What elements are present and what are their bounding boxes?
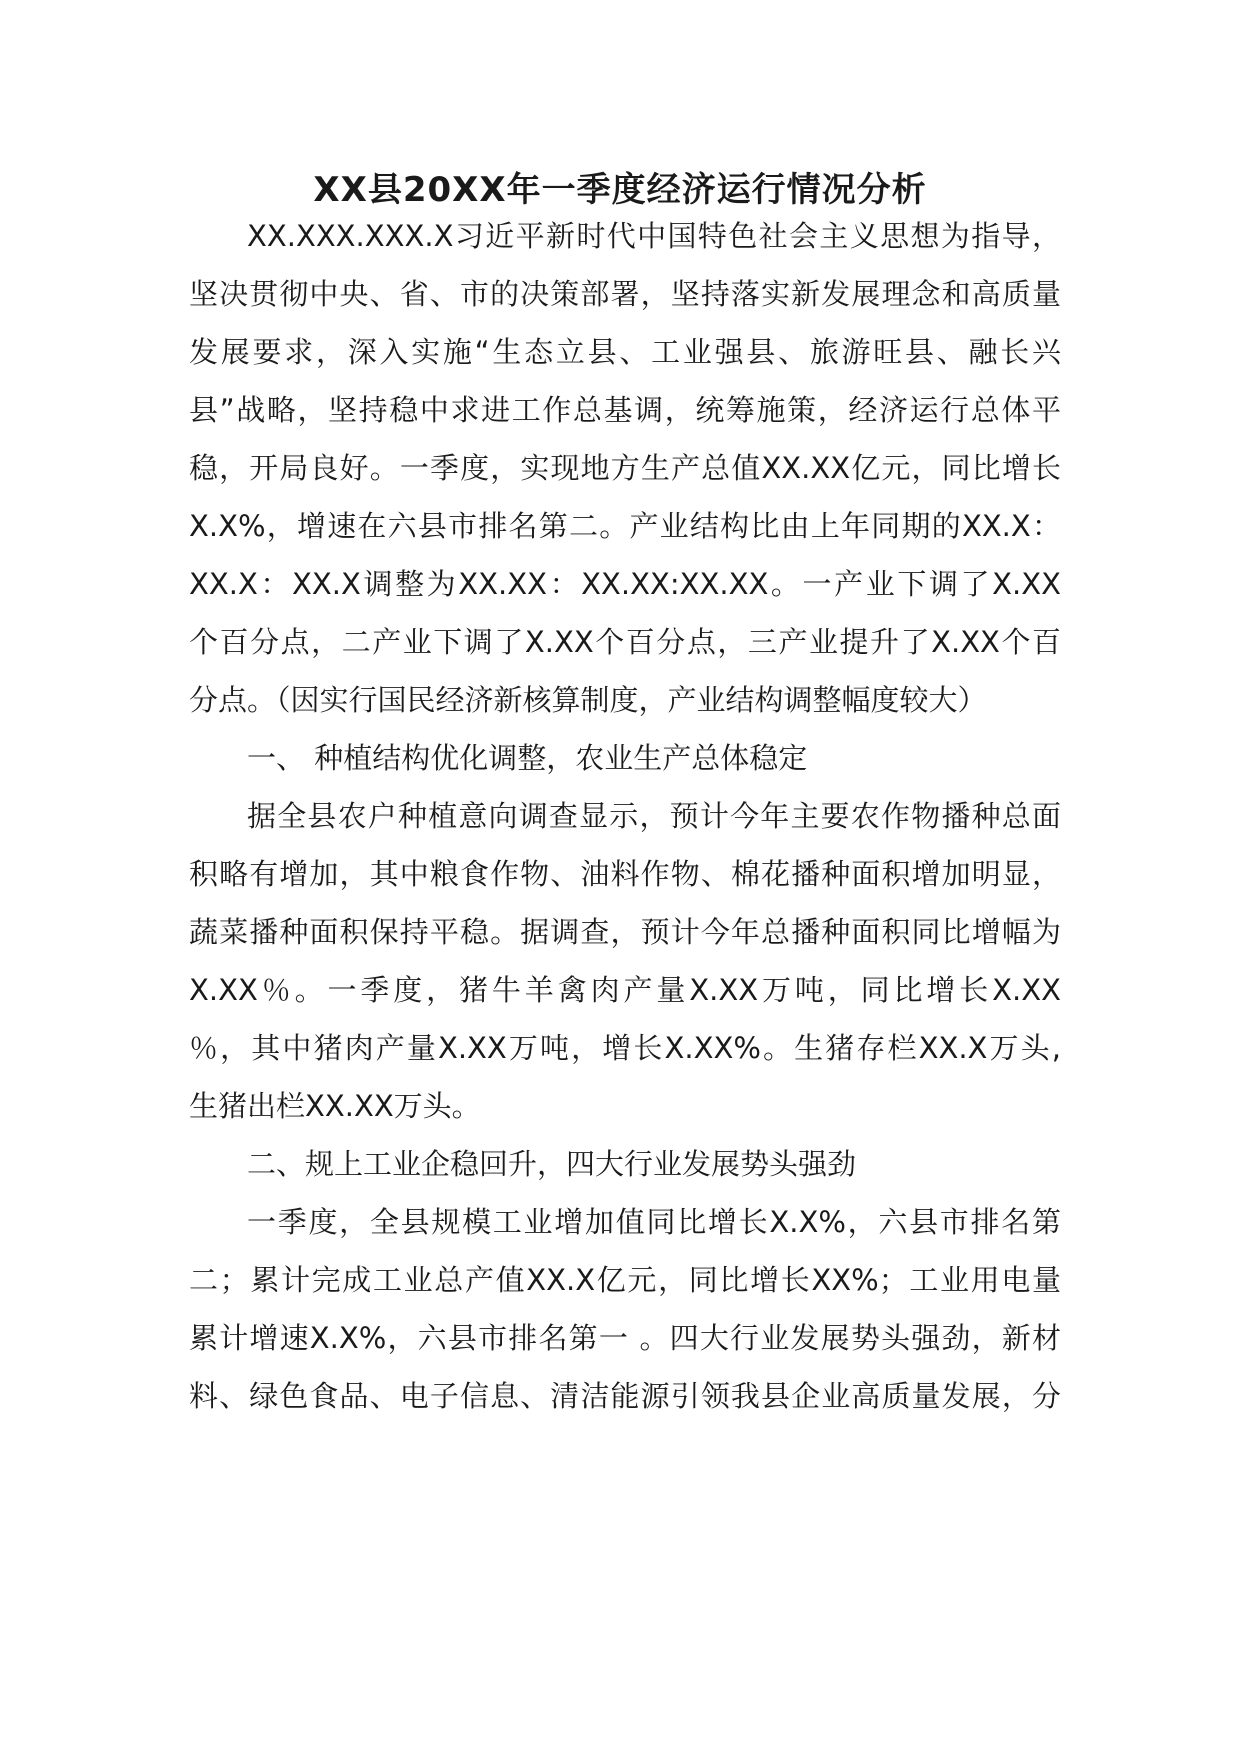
paragraph-line: 蔬菜播种面积保持平稳。据调查，预计今年总播种面积同比增幅为 <box>189 915 1061 949</box>
paragraph-line: 分点。（因实行国民经济新核算制度，产业结构调整幅度较大） <box>189 683 987 717</box>
paragraph-line: X.XX％。一季度，猪牛羊禽肉产量X.XX万吨，同比增长X.XX <box>189 973 1061 1007</box>
paragraph-line: XX.X：XX.X调整为XX.XX：XX.XX:XX.XX。一产业下调了X.XX <box>189 567 1061 601</box>
section-heading-2: 二、规上工业企稳回升，四大行业发展势头强劲 <box>247 1147 857 1181</box>
document-title: XX县20XX年一季度经济运行情况分析 <box>313 170 927 210</box>
paragraph-line: 县”战略，坚持稳中求进工作总基调，统筹施策，经济运行总体平 <box>189 393 1061 427</box>
paragraph-line: ％，其中猪肉产量X.XX万吨，增长X.XX%。生猪存栏XX.X万头, <box>189 1031 1061 1065</box>
paragraph-line: 坚决贯彻中央、省、市的决策部署，坚持落实新发展理念和高质量 <box>189 277 1061 311</box>
paragraph-line: 积略有增加，其中粮食作物、油料作物、棉花播种面积增加明显， <box>189 857 1061 891</box>
paragraph-line: 稳，开局良好。一季度，实现地方生产总值XX.XX亿元，同比增长 <box>189 451 1061 485</box>
paragraph-line: 累计增速X.X%，六县市排名第一 。四大行业发展势头强劲，新材 <box>189 1321 1061 1355</box>
paragraph-line: 发展要求，深入实施“生态立县、工业强县、旅游旺县、融长兴 <box>189 335 1061 369</box>
paragraph-line: 二；累计完成工业总产值XX.X亿元，同比增长XX%；工业用电量 <box>189 1263 1061 1297</box>
paragraph-line: X.X%，增速在六县市排名第二。产业结构比由上年同期的XX.X： <box>189 509 1061 543</box>
section-heading-1: 一、 种植结构优化调整，农业生产总体稳定 <box>247 741 808 775</box>
paragraph-line: 个百分点，二产业下调了X.XX个百分点，三产业提升了X.XX个百 <box>189 625 1061 659</box>
paragraph-line: XX.XXX.XXX.X习近平新时代中国特色社会主义思想为指导， <box>247 219 1061 253</box>
paragraph-line: 一季度，全县规模工业增加值同比增长X.X%，六县市排名第 <box>247 1205 1061 1239</box>
paragraph-line: 据全县农户种植意向调查显示，预计今年主要农作物播种总面 <box>247 799 1061 833</box>
paragraph-line: 生猪出栏XX.XX万头。 <box>189 1089 481 1123</box>
paragraph-line: 料、绿色食品、电子信息、清洁能源引领我县企业高质量发展，分 <box>189 1379 1061 1413</box>
